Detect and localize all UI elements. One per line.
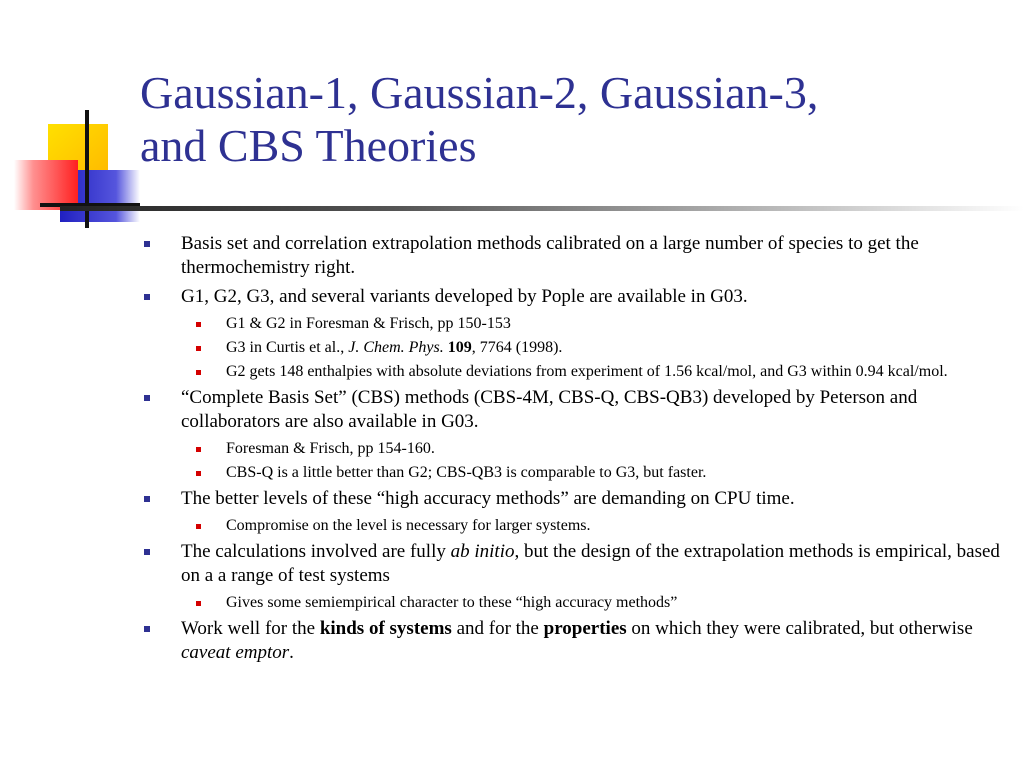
subbullet-g3-reference: G3 in Curtis et al., J. Chem. Phys. 109, 7764 (1998). bbox=[140, 338, 1000, 358]
bullet-basis-set: Basis set and correlation extrapolation methods calibrated on a large number of species to get the thermochemistry right. bbox=[140, 232, 1000, 280]
subbullet-compromise: Compromise on the level is necessary for larger systems. bbox=[140, 516, 1000, 536]
bullet-g1-g2-g3: G1, G2, G3, and several variants developed by Pople are available in G03. bbox=[140, 285, 1000, 309]
title-divider bbox=[60, 206, 1024, 211]
bullet-ab-initio: The calculations involved are fully ab initio, but the design of the extrapolation methods is empirical, based on a a range of test systems bbox=[140, 540, 1000, 588]
subbullet-semiempirical: Gives some semiempirical character to these “high accuracy methods” bbox=[140, 593, 1000, 613]
bullet-list bbox=[140, 232, 1000, 670]
bullet-caveat-emptor: Work well for the kinds of systems and for the properties on which they were calibrated, but otherwise caveat emptor. bbox=[140, 617, 1000, 665]
subbullet-cbs-reference: Foresman & Frisch, pp 154-160. bbox=[140, 439, 1000, 459]
bullet-cpu-time: The better levels of these “high accuracy methods” are demanding on CPU time. bbox=[140, 487, 1000, 511]
subbullet-enthalpy-deviations: G2 gets 148 enthalpies with absolute deviations from experiment of 1.56 kcal/mol, and G3 within 0.94 kcal/mol. bbox=[140, 362, 1000, 382]
bullet-cbs-methods: “Complete Basis Set” (CBS) methods (CBS-4M, CBS-Q, CBS-QB3) developed by Peterson and collaborators are also available in G03. bbox=[140, 386, 1000, 434]
logo-red-square bbox=[14, 160, 78, 210]
subbullet-cbs-comparison: CBS-Q is a little better than G2; CBS-QB3 is comparable to G3, but faster. bbox=[140, 463, 1000, 483]
slide-title-line-1: Gaussian-1, Gaussian-2, Gaussian-3, bbox=[140, 67, 819, 118]
slide-title-line-2: and CBS Theories bbox=[140, 120, 477, 171]
subbullet-g1-g2-reference: G1 & G2 in Foresman & Frisch, pp 150-153 bbox=[140, 314, 1000, 334]
slide-title bbox=[140, 66, 1010, 172]
